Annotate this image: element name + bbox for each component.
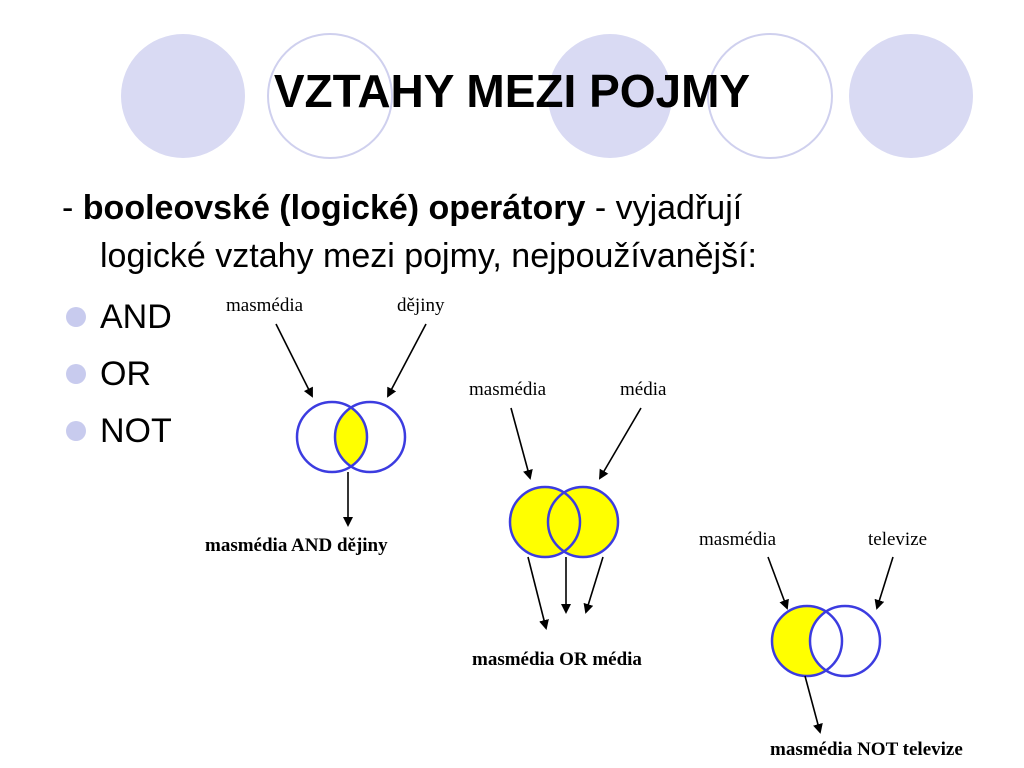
list-item-label: AND	[100, 297, 172, 336]
or-arrow-left	[511, 408, 530, 478]
or-arrow-down-3	[586, 557, 603, 612]
and-diagram	[205, 295, 445, 556]
not-arrow-down	[805, 676, 820, 732]
not-caption: masmédia NOT televize	[770, 739, 963, 760]
or-label-right: média	[620, 379, 667, 400]
and-label-left: masmédia	[226, 295, 304, 316]
intro-line2: logické vztahy mezi pojmy, nejpoužívanější:	[100, 237, 758, 275]
or-label-left: masmédia	[469, 379, 547, 400]
and-caption: masmédia AND dějiny	[205, 535, 388, 556]
or-caption: masmédia OR média	[472, 649, 642, 670]
not-arrow-right	[877, 557, 893, 608]
intro-rest: - vyjadřují	[585, 189, 743, 227]
not-arrow-left	[768, 557, 787, 608]
not-label-right: televize	[868, 529, 928, 550]
and-label-right: dějiny	[397, 295, 445, 316]
or-arrow-right	[600, 408, 641, 478]
and-arrow-right	[388, 324, 426, 396]
or-diagram	[469, 379, 667, 670]
list-item-label: OR	[100, 354, 151, 393]
intro-dash: -	[62, 189, 83, 227]
not-label-left: masmédia	[699, 529, 777, 550]
and-arrow-left	[276, 324, 312, 396]
not-diagram	[699, 529, 963, 760]
list-item-label: NOT	[100, 411, 172, 450]
page-title: VZTAHY MEZI POJMY	[273, 65, 751, 117]
or-arrow-down-1	[528, 557, 546, 628]
intro-bold-term: booleovské (logické) operátory	[82, 189, 586, 227]
